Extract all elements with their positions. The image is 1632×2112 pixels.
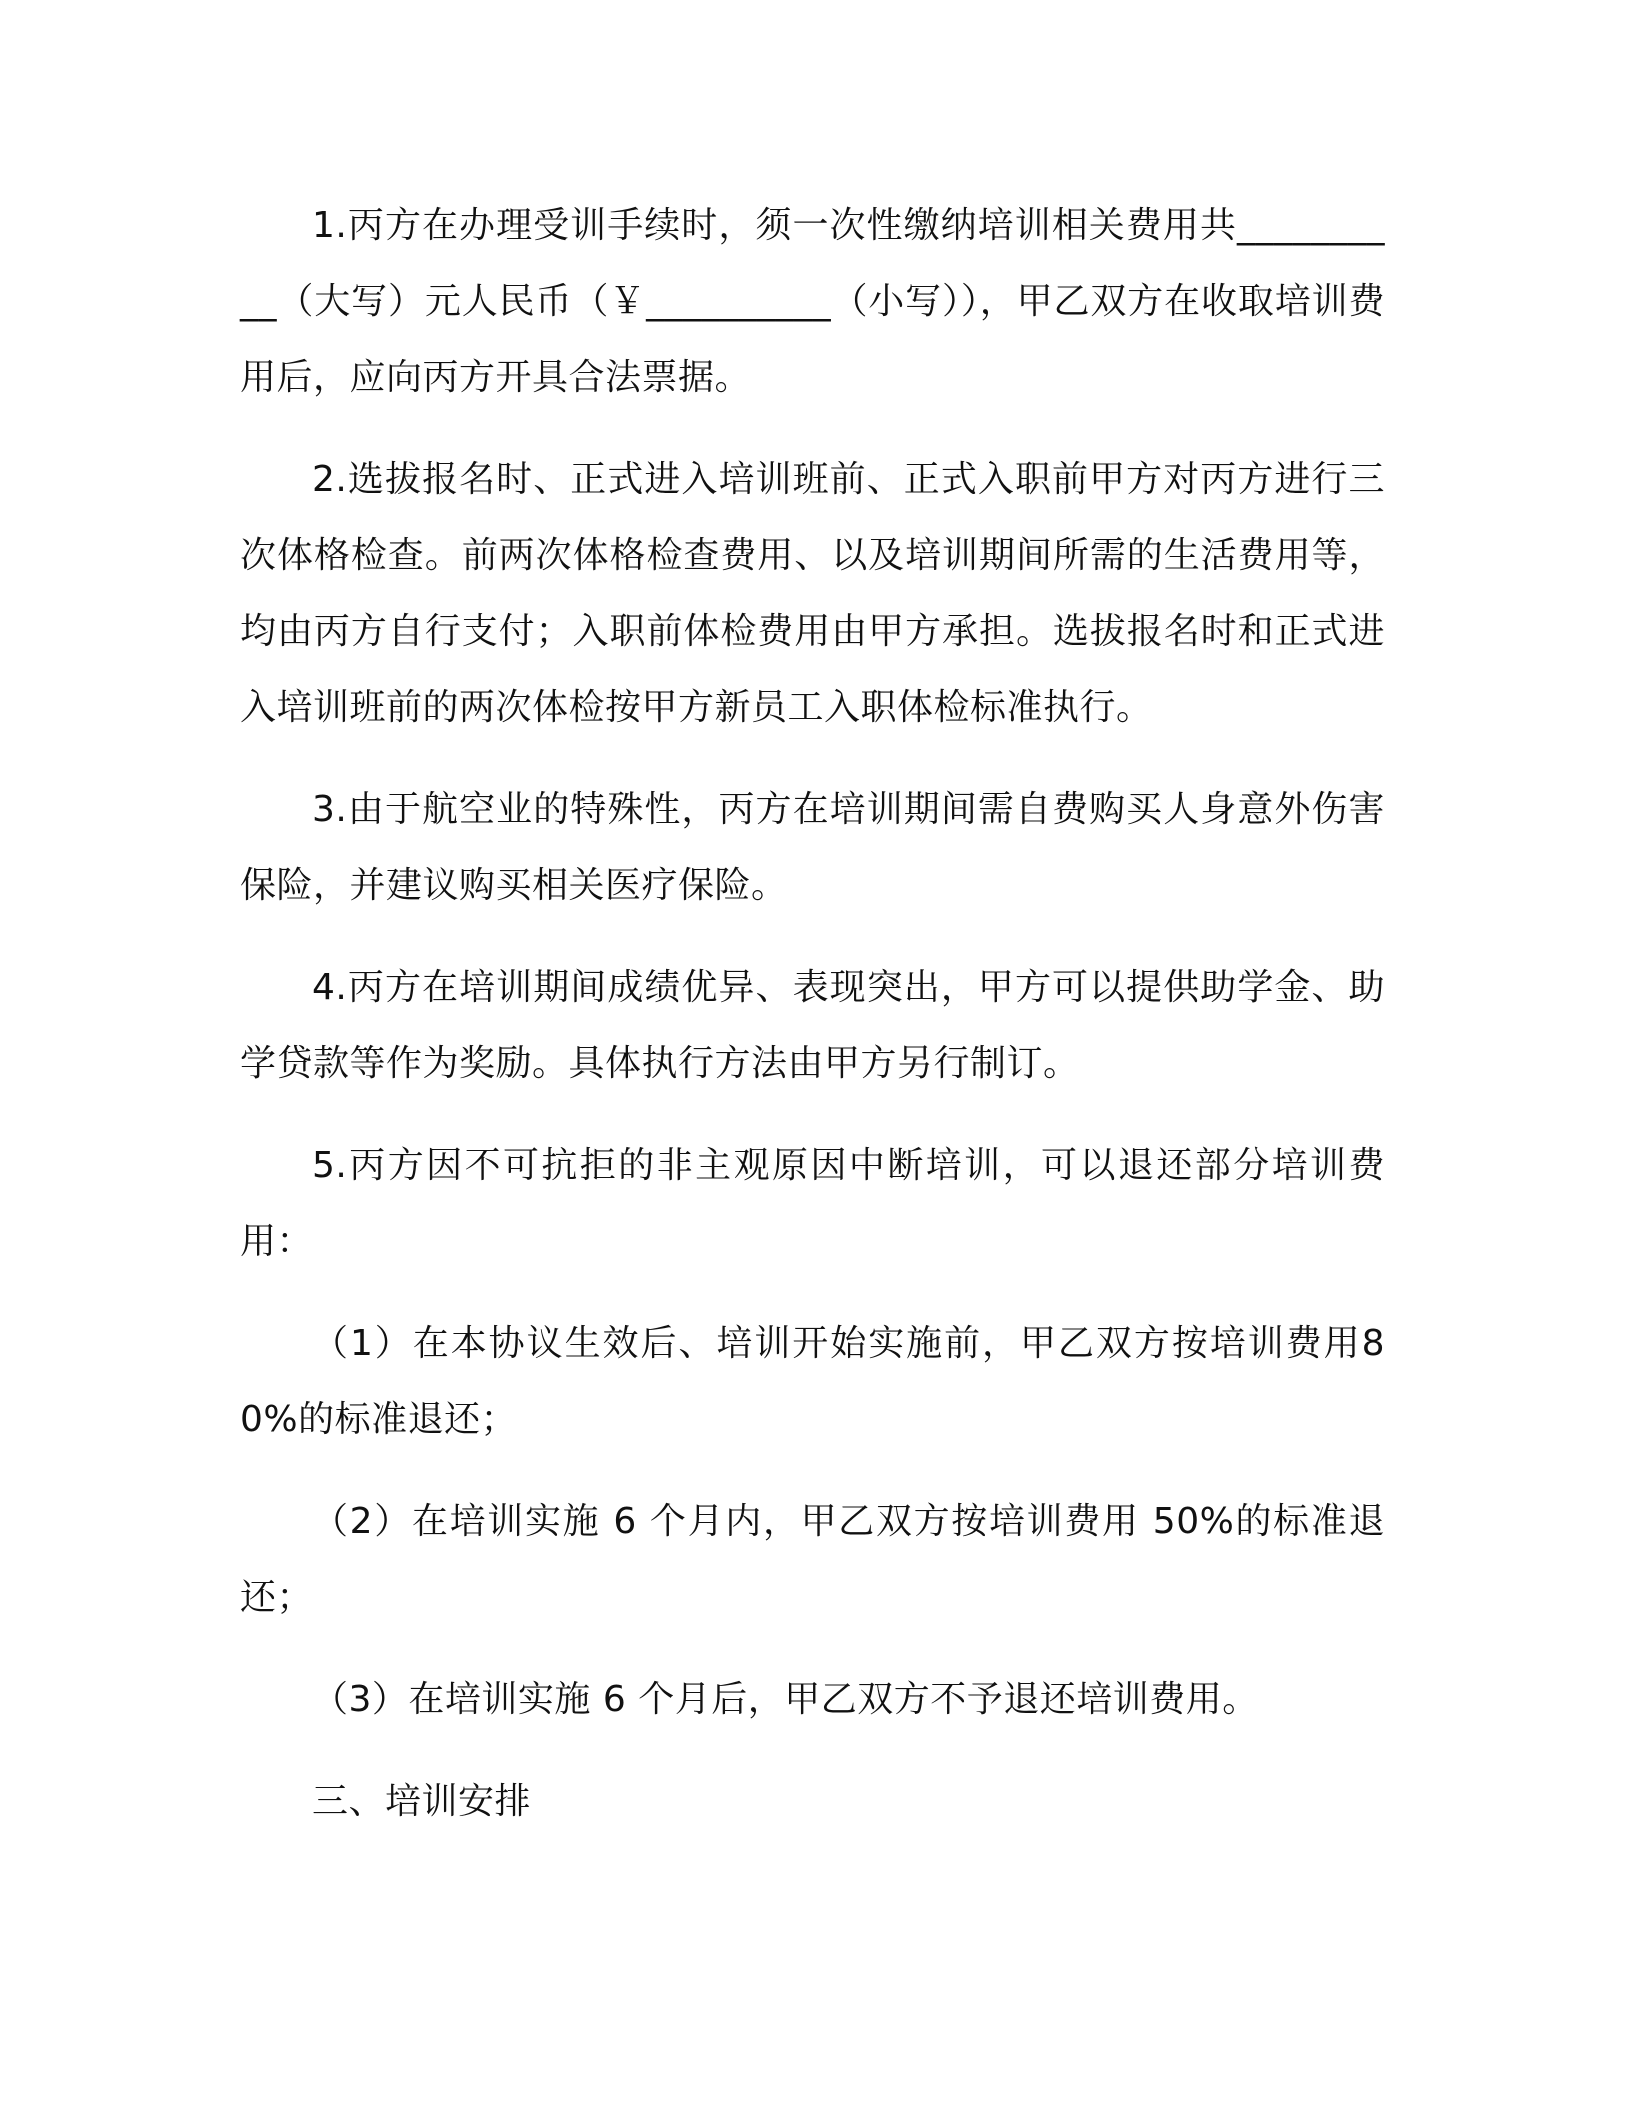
- clause-rewards: 4.丙方在培训期间成绩优异、表现突出，甲方可以提供助学金、助学贷款等作为奖励。具体执行方法由甲方另行制订。: [240, 967, 1385, 1084]
- refund-item-2: （2）在培训实施 6 个月内，甲乙双方按培训费用 50%的标准退还；: [240, 1501, 1385, 1618]
- document-body: [240, 188, 1385, 1840]
- clause-fee-payment: 1.丙方在办理受训手续时，须一次性缴纳培训相关费用共__________（大写）元人民币（￥__________（小写）），甲乙双方在收取培训费用后，应向丙方开具合法票据。: [240, 205, 1385, 398]
- refund-item-1: （1）在本协议生效后、培训开始实施前，甲乙双方按培训费用80%的标准退还；: [240, 1323, 1385, 1440]
- refund-item-3: （3）在培训实施 6 个月后，甲乙双方不予退还培训费用。: [312, 1679, 1259, 1720]
- clause-physical-exam: 2.选拔报名时、正式进入培训班前、正式入职前甲方对丙方进行三次体格检查。前两次体格检查费用、以及培训期间所需的生活费用等，均由丙方自行支付；入职前体检费用由甲方承担。选拔报名时和正式进入培训班前的两次体检按甲方新员工入职体检标准执行。: [240, 459, 1385, 728]
- section-heading: 三、培训安排: [312, 1781, 532, 1822]
- clause-insurance: 3.由于航空业的特殊性，丙方在培训期间需自费购买人身意外伤害保险，并建议购买相关医疗保险。: [240, 789, 1385, 906]
- clause-refund: 5.丙方因不可抗拒的非主观原因中断培训，可以退还部分培训费用：: [240, 1145, 1385, 1262]
